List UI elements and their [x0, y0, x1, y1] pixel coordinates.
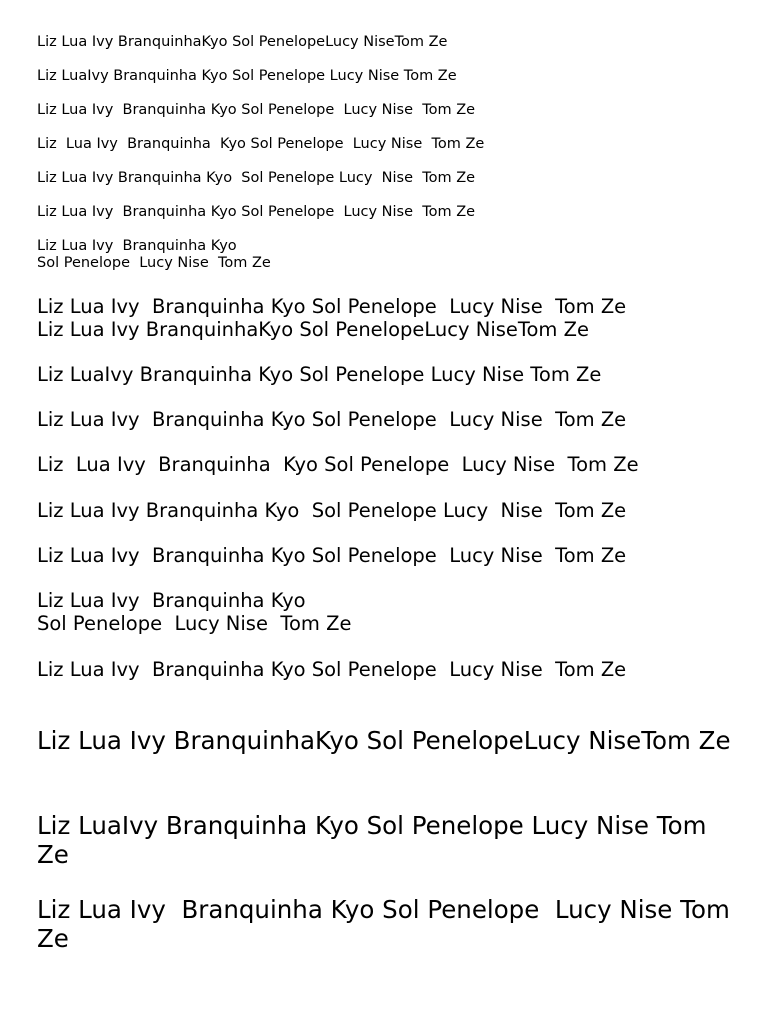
- text-line-large-2: Liz LuaIvy Branquinha Kyo Sol Penelope Lucy Nise Tom Ze: [37, 811, 715, 869]
- text-line-small-5: Liz Lua Ivy Branquinha Kyo Sol Penelope Lucy Nise Tom Ze: [37, 170, 476, 186]
- text-line-medium-3: Liz Lua Ivy Branquinha Kyo Sol Penelope Lucy Nise Tom Ze: [37, 408, 627, 431]
- text-line-small-7: Liz Lua Ivy Branquinha Kyo Sol Penelope Lucy Nise Tom Ze: [37, 238, 271, 271]
- text-line-medium-5: Liz Lua Ivy Branquinha Kyo Sol Penelope Lucy Nise Tom Ze: [37, 499, 627, 522]
- text-line-small-6: Liz Lua Ivy Branquinha Kyo Sol Penelope Lucy Nise Tom Ze: [37, 204, 476, 220]
- text-line-medium-1: Liz Lua Ivy Branquinha Kyo Sol Penelope Lucy Nise Tom Ze Liz Lua Ivy BranquinhaKyo Sol PenelopeLucy NiseTom Ze: [37, 295, 627, 341]
- text-line-small-1: Liz Lua Ivy BranquinhaKyo Sol PenelopeLucy NiseTom Ze: [37, 34, 448, 50]
- text-line-large-1: Liz Lua Ivy BranquinhaKyo Sol PenelopeLucy NiseTom Ze: [37, 726, 731, 755]
- text-line-small-4: Liz Lua Ivy Branquinha Kyo Sol Penelope Lucy Nise Tom Ze: [37, 136, 485, 152]
- text-line-large-3: Liz Lua Ivy Branquinha Kyo Sol Penelope Lucy Nise Tom Ze: [37, 895, 738, 953]
- text-line-medium-6: Liz Lua Ivy Branquinha Kyo Sol Penelope Lucy Nise Tom Ze: [37, 544, 627, 567]
- text-line-medium-2: Liz LuaIvy Branquinha Kyo Sol Penelope Lucy Nise Tom Ze: [37, 363, 602, 386]
- text-line-medium-8: Liz Lua Ivy Branquinha Kyo Sol Penelope Lucy Nise Tom Ze: [37, 658, 627, 681]
- text-line-medium-7: Liz Lua Ivy Branquinha Kyo Sol Penelope Lucy Nise Tom Ze: [37, 589, 352, 635]
- text-line-medium-4: Liz Lua Ivy Branquinha Kyo Sol Penelope Lucy Nise Tom Ze: [37, 453, 639, 476]
- text-line-small-2: Liz LuaIvy Branquinha Kyo Sol Penelope Lucy Nise Tom Ze: [37, 68, 457, 84]
- text-line-small-3: Liz Lua Ivy Branquinha Kyo Sol Penelope Lucy Nise Tom Ze: [37, 102, 476, 118]
